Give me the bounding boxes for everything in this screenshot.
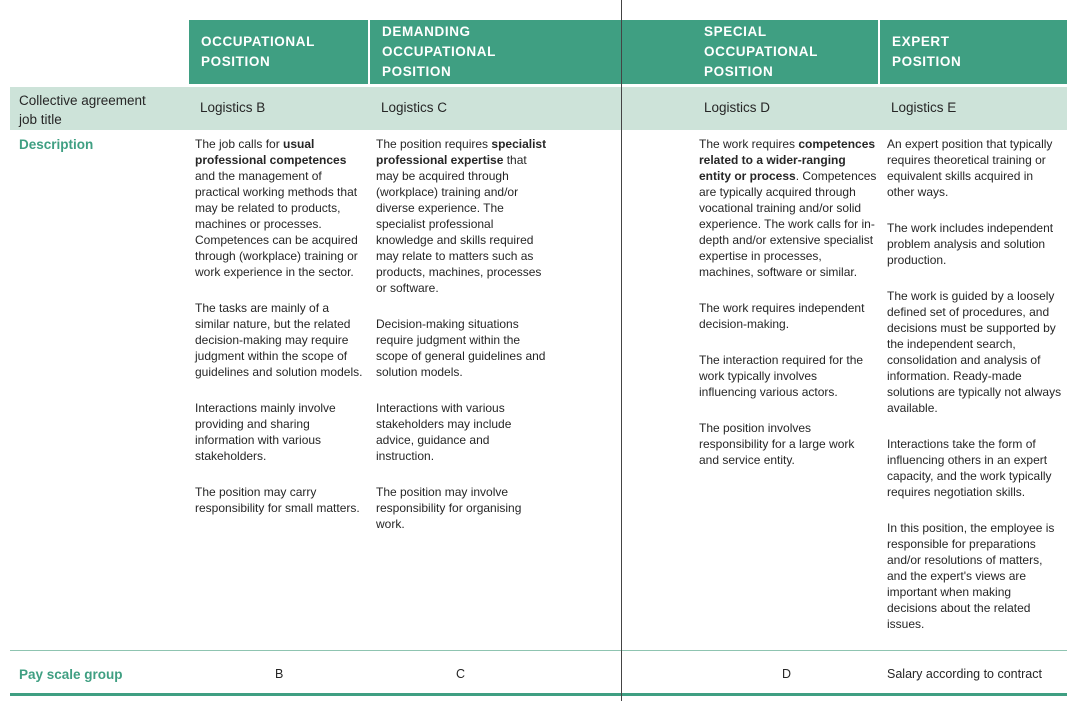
description-paragraph: The job calls for usual professional competences and the management of practical working methods that may be related to products, machines or processes. Competences can be acquired through (workplace) training or work experience in the sector. bbox=[195, 137, 358, 279]
description-paragraph: An expert position that typically requires theoretical training or equivalent skills acquired in other ways. bbox=[887, 137, 1053, 199]
bottom-rule bbox=[10, 693, 1067, 696]
description-paragraph: The work requires independent decision-making. bbox=[699, 301, 865, 331]
description-paragraph: The work requires competences related to a wider-ranging entity or process. Competences are typically acquired through vocational training and/or solid experience. The work calls for in-depth and/or extensive specialist expertise in processes, machines, software or similar. bbox=[699, 137, 877, 279]
header-line: OCCUPATIONAL bbox=[704, 44, 818, 59]
description-paragraph: The position requires specialist professional expertise that may be acquired through (workplace) training and/or diverse experience. The specialist professional knowledge and skills required may relate to matters such as products, machines, processes or software. bbox=[376, 137, 547, 295]
description-paragraph: Interactions take the form of influencing others in an expert capacity, and the work typically requires negotiation skills. bbox=[887, 437, 1052, 499]
pay-group-e: Salary according to contract bbox=[887, 667, 1042, 681]
header-special-occupational-position bbox=[622, 20, 878, 84]
header-line: DEMANDING bbox=[382, 24, 471, 39]
header-line: OCCUPATIONAL bbox=[201, 34, 315, 49]
description-emphasis: specialist professional expertise bbox=[376, 137, 547, 167]
job-title-e: Logistics E bbox=[891, 100, 957, 115]
header-line: POSITION bbox=[201, 54, 271, 69]
pay-group-c: C bbox=[456, 667, 466, 681]
description-label: Description bbox=[19, 137, 94, 152]
description-e bbox=[887, 136, 1062, 652]
description-paragraph: The interaction required for the work typically involves influencing various actors. bbox=[699, 353, 864, 399]
pay-group-d: D bbox=[782, 667, 792, 681]
job-title-b: Logistics B bbox=[200, 100, 266, 115]
divider-line bbox=[10, 650, 1067, 651]
pay-scale-label: Pay scale group bbox=[19, 667, 123, 682]
description-paragraph: Decision-making situations require judgment within the scope of general guidelines and solution models. bbox=[376, 317, 546, 379]
description-c bbox=[376, 136, 548, 552]
description-paragraph: In this position, the employee is responsible for preparations and/or resolutions of matters, and the expert's views are important when making decisions about the related issues. bbox=[887, 521, 1055, 631]
description-paragraph: The position involves responsibility for a large work and service entity. bbox=[699, 421, 855, 467]
description-paragraph: The work is guided by a loosely defined set of procedures, and decisions must be supported by the independent search, consolidation and analysis of information. Ready-made solutions are typically not always available. bbox=[887, 289, 1062, 415]
description-emphasis: usual professional competences bbox=[195, 137, 347, 167]
description-paragraph: Interactions with various stakeholders may include advice, guidance and instruction. bbox=[376, 401, 512, 463]
description-b bbox=[195, 136, 363, 536]
page-fold-line bbox=[621, 0, 622, 701]
pay-group-b: B bbox=[275, 667, 284, 681]
description-emphasis: competences related to a wider-ranging entity or process bbox=[699, 137, 876, 183]
description-paragraph: The position may carry responsibility for small matters. bbox=[195, 485, 360, 515]
job-title-label-line2: job title bbox=[19, 112, 62, 127]
header-line: POSITION bbox=[704, 64, 774, 79]
job-title-label-line1: Collective agreement bbox=[19, 93, 146, 108]
header-line: POSITION bbox=[382, 64, 452, 79]
description-paragraph: The tasks are mainly of a similar nature, but the related decision-making may require judgment within the scope of guidelines and solution models. bbox=[195, 301, 363, 379]
description-paragraph: Interactions mainly involve providing and sharing information with various stakeholders. bbox=[195, 401, 336, 463]
header-line: EXPERT bbox=[892, 34, 950, 49]
job-title-d: Logistics D bbox=[704, 100, 771, 115]
description-paragraph: The position may involve responsibility for organising work. bbox=[376, 485, 522, 531]
description-paragraph: The work includes independent problem analysis and solution production. bbox=[887, 221, 1054, 267]
header-demanding-occupational-position bbox=[370, 20, 621, 84]
header-occupational-position bbox=[189, 20, 368, 84]
header-line: OCCUPATIONAL bbox=[382, 44, 496, 59]
description-d bbox=[699, 136, 877, 488]
job-title-c: Logistics C bbox=[381, 100, 448, 115]
header-expert-position bbox=[880, 20, 1067, 84]
header-line: POSITION bbox=[892, 54, 962, 69]
job-title-label bbox=[19, 91, 146, 129]
header-line: SPECIAL bbox=[704, 24, 767, 39]
